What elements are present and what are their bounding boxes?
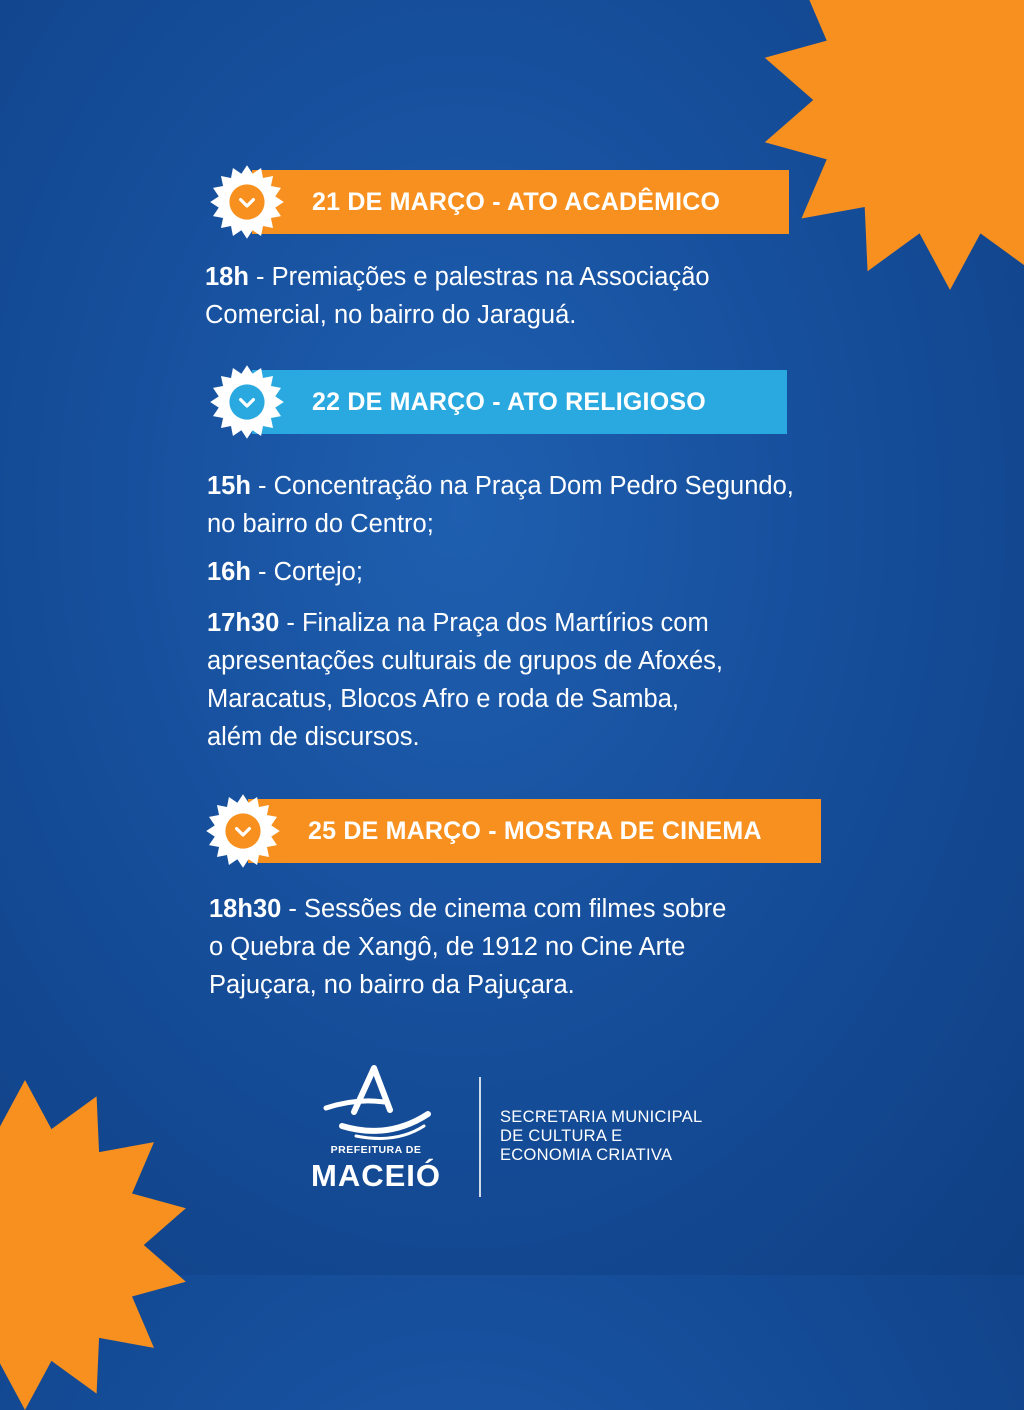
schedule-text: o Quebra de Xangô, de 1912 no Cine Arte	[209, 933, 686, 961]
chevron-down-icon	[207, 362, 287, 442]
schedule-text: no bairro do Centro;	[207, 510, 434, 538]
sun-burst-bottom-left	[0, 1080, 190, 1410]
schedule-text: - Sessões de cinema com filmes sobre	[281, 895, 727, 923]
logo-subtitle: PREFEITURA DE	[330, 1144, 422, 1156]
chevron-down-icon	[207, 162, 287, 242]
section-header-mostra-de-cinema	[203, 799, 821, 863]
schedule-time: 15h	[207, 472, 251, 500]
sun-burst-top-right	[760, 0, 1024, 290]
schedule-time: 18h	[205, 263, 249, 291]
secretaria-label	[500, 1108, 703, 1165]
secretaria-line: DE CULTURA E	[500, 1127, 623, 1145]
schedule-time: 16h	[207, 558, 251, 586]
schedule-time: 18h30	[209, 895, 282, 923]
schedule-text: - Premiações e palestras na Associação	[248, 263, 710, 291]
schedule-text: apresentações culturais de grupos de Afoxés,	[207, 647, 723, 675]
section-header-ato-religioso	[207, 370, 787, 434]
section-header-ato-academico	[207, 170, 789, 234]
schedule-time: 17h30	[207, 609, 280, 637]
schedule-item	[207, 604, 723, 756]
chevron-down-icon	[203, 791, 283, 871]
footer-divider	[479, 1077, 481, 1197]
secretaria-line: ECONOMIA CRIATIVA	[500, 1146, 673, 1164]
schedule-text: Pajuçara, no bairro da Pajuçara.	[209, 971, 575, 999]
logo-title: MACEIÓ	[311, 1158, 441, 1193]
logo-symbol-icon	[296, 1062, 456, 1146]
section-title: 21 DE MARÇO - ATO ACADÊMICO	[252, 170, 789, 234]
section-title: 22 DE MARÇO - ATO RELIGIOSO	[252, 370, 787, 434]
schedule-text: Maracatus, Blocos Afro e roda de Samba,	[207, 685, 679, 713]
schedule-item	[207, 553, 363, 591]
schedule-text: Comercial, no bairro do Jaraguá.	[205, 301, 577, 329]
schedule-text: além de discursos.	[207, 723, 420, 751]
schedule-text: - Concentração na Praça Dom Pedro Segundo,	[250, 472, 794, 500]
prefeitura-maceio-logo	[296, 1062, 456, 1202]
schedule-text: - Cortejo;	[250, 558, 363, 586]
schedule-item	[205, 258, 710, 334]
schedule-item	[207, 467, 794, 543]
section-title: 25 DE MARÇO - MOSTRA DE CINEMA	[248, 799, 821, 863]
schedule-item	[209, 890, 726, 1004]
secretaria-line: SECRETARIA MUNICIPAL	[500, 1108, 703, 1126]
schedule-text: - Finaliza na Praça dos Martírios com	[279, 609, 709, 637]
